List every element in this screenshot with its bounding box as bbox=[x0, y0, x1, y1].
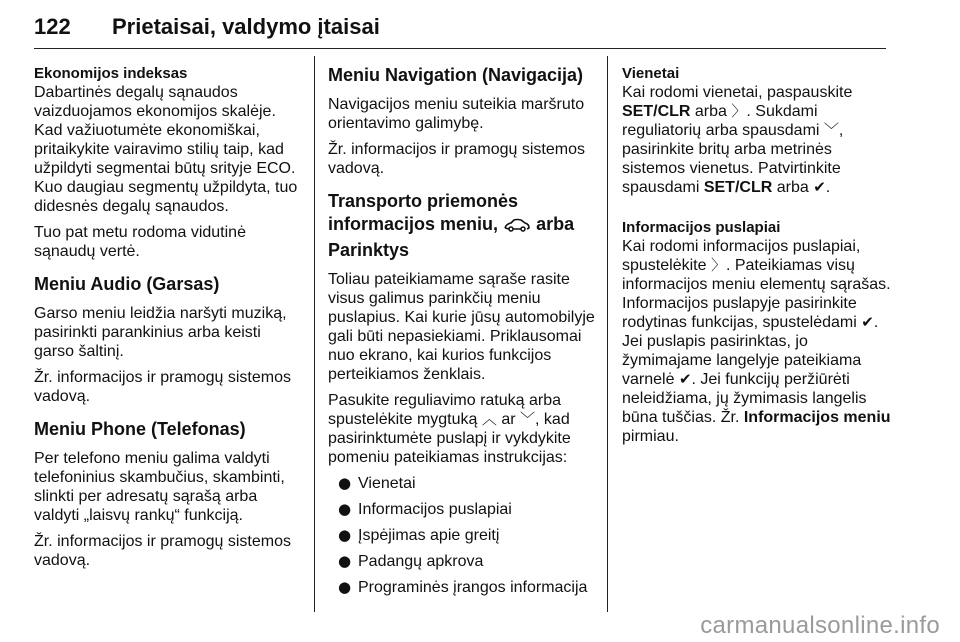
phone-reference: Žr. informacijos ir pramogų sistemos vadovą. bbox=[34, 533, 291, 569]
chevron-right-icon: 〉 bbox=[731, 102, 747, 120]
checkmark-icon: ✔ bbox=[813, 178, 826, 196]
info-pages-heading: Informacijos puslapiai bbox=[622, 219, 781, 236]
watermark: carmanualsonline.info bbox=[700, 612, 940, 639]
column-3 bbox=[622, 64, 894, 453]
car-icon bbox=[503, 216, 531, 239]
column-1 bbox=[34, 64, 304, 577]
list-item: ● Programinės įrangos informacija bbox=[338, 578, 588, 596]
navigation-reference: Žr. informacijos ir pramogų sistemos vadovą. bbox=[328, 141, 585, 177]
bullet-icon: ● bbox=[338, 526, 352, 544]
eco-paragraph-2: Tuo pat metu rodoma vidutinė sąnaudų vertė. bbox=[34, 224, 246, 260]
navigation-paragraph: Navigacijos meniu suteikia maršruto orientavimo galimybę. bbox=[328, 96, 585, 132]
chevron-right-icon: 〉 bbox=[710, 256, 726, 274]
info-menu-reference: Informacijos meniu bbox=[743, 409, 891, 426]
audio-paragraph: Garso meniu leidžia naršyti muziką, pasirinkti parankinius arba keisti garso šaltinį. bbox=[34, 305, 287, 360]
bullet-icon: ● bbox=[338, 578, 352, 596]
vehicle-info-paragraph: Toliau pateikiamame sąraše rasite visus galimus parinkčių meniu puslapius. Kai kurie jūsų automobilyje gali būti nepasiekiami. Priklausomai nuo ekrano, kai kurios funkcijos perteikiamos ženklais. bbox=[328, 271, 595, 383]
audio-heading: Meniu Audio (Garsas) bbox=[34, 274, 220, 294]
page-title: Prietaisai, valdymo įtaisai bbox=[112, 14, 380, 39]
chevron-down-icon: ﹀ bbox=[520, 410, 536, 428]
units-paragraph: Kai rodomi vienetai, paspauskite SET/CLR arba 〉. Sukdami reguliatorių arba spausdami ﹀, pasirinkite britų arba metrinės sistemos vienetus. Patvirtinkite spausdami SET/CLR arba ✔. bbox=[622, 84, 853, 196]
list-item: ● Vienetai bbox=[338, 474, 416, 492]
chevron-down-icon: ﹀ bbox=[823, 121, 839, 139]
bullet-icon: ● bbox=[338, 552, 352, 570]
set-clr-label: SET/CLR bbox=[622, 103, 691, 120]
column-divider bbox=[607, 56, 608, 612]
page-number: 122 bbox=[34, 14, 71, 39]
bullet-icon: ● bbox=[338, 474, 352, 492]
bullet-icon: ● bbox=[338, 500, 352, 518]
list-item: ● Padangų apkrova bbox=[338, 552, 484, 570]
column-divider bbox=[314, 56, 315, 612]
checkmark-icon: ✔ bbox=[678, 370, 692, 388]
list-item: ● Įspėjimas apie greitį bbox=[338, 526, 500, 544]
options-list bbox=[328, 474, 602, 597]
checkmark-icon: ✔ bbox=[861, 313, 874, 331]
vehicle-info-heading: Transporto priemonės informacijos meniu, arba Parinktys bbox=[328, 191, 575, 260]
audio-reference: Žr. informacijos ir pramogų sistemos vadovą. bbox=[34, 369, 291, 405]
chevron-up-icon: ︿ bbox=[481, 410, 497, 428]
vehicle-info-instructions: Pasukite reguliavimo ratuką arba spustelėkite mygtuką ︿ ar ﹀, kad pasirinktumėte puslapį ir vykdykite pomeniu pateikiamas instrukcijas: bbox=[328, 392, 571, 466]
phone-paragraph: Per telefono meniu galima valdyti telefoninius skambučius, skambinti, slinkti per adresatų sąrašą arba valdyti „laisvų rankų“ funkciją. bbox=[34, 450, 285, 524]
column-2 bbox=[328, 64, 602, 604]
phone-heading: Meniu Phone (Telefonas) bbox=[34, 419, 246, 439]
page-header bbox=[34, 14, 886, 49]
set-clr-label: SET/CLR bbox=[703, 179, 773, 196]
info-pages-paragraph: Kai rodomi informacijos puslapiai, spustelėkite 〉. Pateikiamas visų informacijos meniu elementų sąrašas. Informacijos puslapyje pasirinkite rodytinas funkcijas, spustelėdami ✔. Jei puslapis pasirinktas, jo žymimajame langelyje pateikiama varnelė ✔. Jei funkcijų peržiūrėti neleidžiama, jų žymimasis langelis būna tuščias. Žr. Informacijos meniu pirmiau. bbox=[622, 238, 891, 445]
navigation-heading: Meniu Navigation (Navigacija) bbox=[328, 65, 584, 85]
eco-paragraph: Dabartinės degalų sąnaudos vaizduojamos ekonomijos skalėje. Kad važiuotumėte ekonomiškai, pritaikykite vairavimo stilių taip, kad užpildyti segmentai būtų srityje ECO. Kuo daugiau segmentų užpildyta, tuo didesnės degalų sąnaudos. bbox=[34, 84, 298, 215]
eco-heading: Ekonomijos indeksas bbox=[34, 65, 188, 82]
units-heading: Vienetai bbox=[622, 65, 680, 82]
list-item: ● Informacijos puslapiai bbox=[338, 500, 512, 518]
